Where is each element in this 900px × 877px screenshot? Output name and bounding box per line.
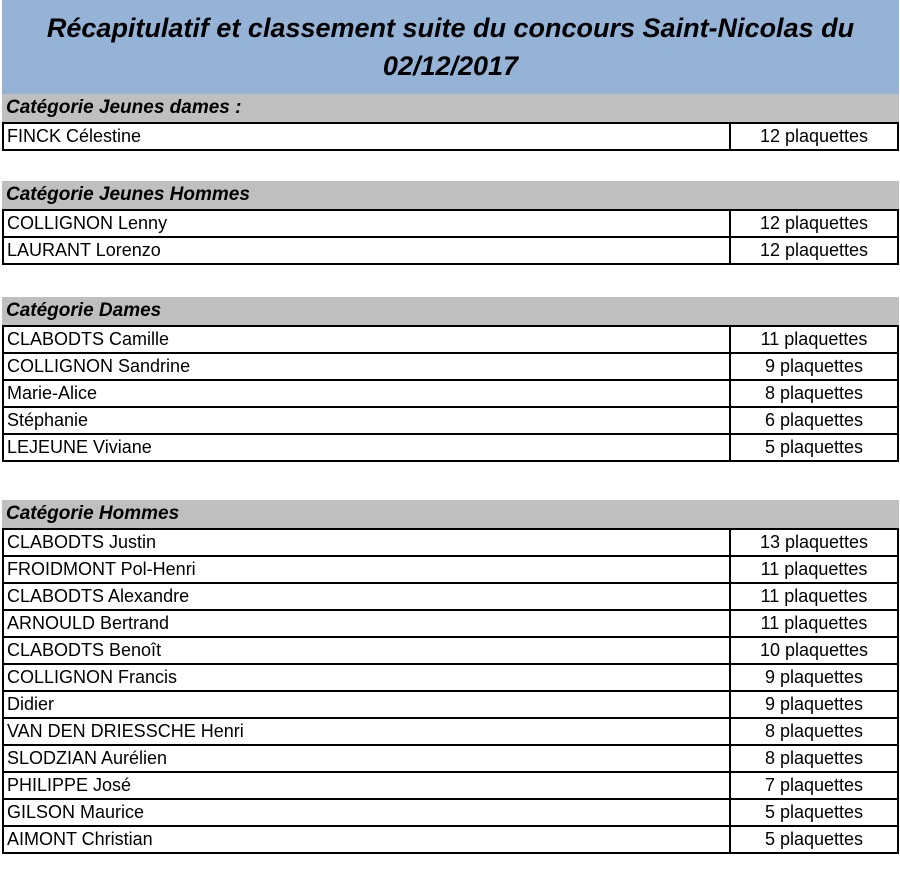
- table-row: [3, 407, 898, 434]
- section-jeunes-hommes: [2, 181, 899, 265]
- table-row: [3, 380, 898, 407]
- participant-name: ARNOULD Bertrand: [3, 610, 730, 637]
- participant-name: Marie-Alice: [3, 380, 730, 407]
- table-row: [3, 123, 898, 150]
- category-header: Catégorie Jeunes Hommes: [2, 181, 899, 209]
- table-row: [3, 529, 898, 556]
- participant-score: 5 plaquettes: [730, 826, 898, 853]
- participant-name: CLABODTS Justin: [3, 529, 730, 556]
- table-row: [3, 326, 898, 353]
- category-header: Catégorie Hommes: [2, 500, 899, 528]
- participant-name: COLLIGNON Sandrine: [3, 353, 730, 380]
- table-row: [3, 637, 898, 664]
- table-row: [3, 237, 898, 264]
- participant-score: 10 plaquettes: [730, 637, 898, 664]
- participant-name: VAN DEN DRIESSCHE Henri: [3, 718, 730, 745]
- table-row: [3, 826, 898, 853]
- table-row: [3, 772, 898, 799]
- table-row: [3, 610, 898, 637]
- page-title: Récapitulatif et classement suite du concours Saint-Nicolas du 02/12/2017: [2, 0, 899, 94]
- table-row: [3, 745, 898, 772]
- participant-score: 9 plaquettes: [730, 353, 898, 380]
- participant-name: PHILIPPE José: [3, 772, 730, 799]
- table-row: [3, 799, 898, 826]
- participant-name: COLLIGNON Lenny: [3, 210, 730, 237]
- participant-score: 12 plaquettes: [730, 237, 898, 264]
- participant-score: 11 plaquettes: [730, 556, 898, 583]
- table-row: [3, 434, 898, 461]
- participant-name: FINCK Célestine: [3, 123, 730, 150]
- participant-score: 13 plaquettes: [730, 529, 898, 556]
- participant-score: 12 plaquettes: [730, 123, 898, 150]
- category-header: Catégorie Jeunes dames :: [2, 94, 899, 122]
- participant-score: 8 plaquettes: [730, 718, 898, 745]
- table-row: [3, 556, 898, 583]
- section-dames: [2, 297, 899, 462]
- ranking-table: [2, 122, 899, 151]
- participant-name: GILSON Maurice: [3, 799, 730, 826]
- ranking-table: [2, 325, 899, 462]
- participant-score: 5 plaquettes: [730, 434, 898, 461]
- participant-name: SLODZIAN Aurélien: [3, 745, 730, 772]
- table-row: [3, 664, 898, 691]
- participant-name: FROIDMONT Pol-Henri: [3, 556, 730, 583]
- participant-name: CLABODTS Alexandre: [3, 583, 730, 610]
- participant-score: 9 plaquettes: [730, 691, 898, 718]
- participant-score: 8 plaquettes: [730, 745, 898, 772]
- participant-name: AIMONT Christian: [3, 826, 730, 853]
- table-row: [3, 210, 898, 237]
- table-row: [3, 583, 898, 610]
- category-header: Catégorie Dames: [2, 297, 899, 325]
- participant-score: 8 plaquettes: [730, 380, 898, 407]
- participant-score: 11 plaquettes: [730, 326, 898, 353]
- participant-name: LEJEUNE Viviane: [3, 434, 730, 461]
- participant-score: 9 plaquettes: [730, 664, 898, 691]
- participant-score: 7 plaquettes: [730, 772, 898, 799]
- participant-score: 5 plaquettes: [730, 799, 898, 826]
- participant-score: 6 plaquettes: [730, 407, 898, 434]
- table-row: [3, 691, 898, 718]
- participant-score: 11 plaquettes: [730, 610, 898, 637]
- participant-name: COLLIGNON Francis: [3, 664, 730, 691]
- participant-name: CLABODTS Camille: [3, 326, 730, 353]
- participant-score: 11 plaquettes: [730, 583, 898, 610]
- participant-name: CLABODTS Benoît: [3, 637, 730, 664]
- participant-name: LAURANT Lorenzo: [3, 237, 730, 264]
- participant-score: 12 plaquettes: [730, 210, 898, 237]
- ranking-table: [2, 209, 899, 265]
- table-row: [3, 353, 898, 380]
- table-row: [3, 718, 898, 745]
- participant-name: Didier: [3, 691, 730, 718]
- section-hommes: [2, 500, 899, 854]
- section-jeunes-dames: [2, 94, 899, 151]
- ranking-table: [2, 528, 899, 854]
- participant-name: Stéphanie: [3, 407, 730, 434]
